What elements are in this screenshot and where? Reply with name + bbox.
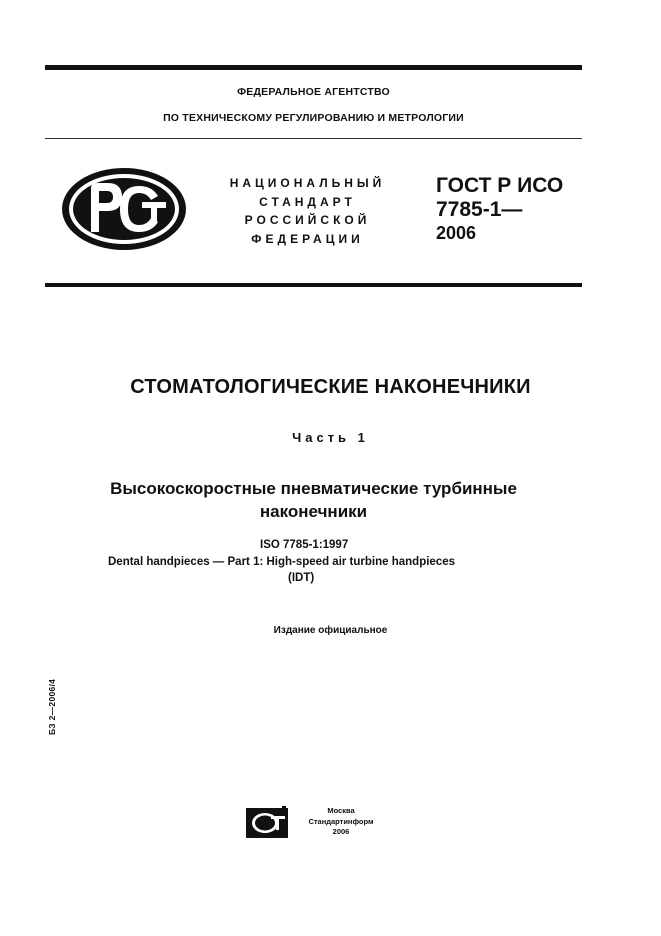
subtitle-line-1: Высокоскоростные пневматические турбинные: [110, 479, 517, 498]
subtitle-line-2: наконечники: [259, 502, 368, 521]
agency-line-2: ПО ТЕХНИЧЕСКОМУ РЕГУЛИРОВАНИЮ И МЕТРОЛОГИИ: [163, 112, 464, 124]
part-label: Часть 1: [292, 430, 369, 445]
publisher-year: 2006: [332, 827, 350, 836]
national-line-4: ФЕДЕРАЦИИ: [251, 231, 364, 246]
publisher-city: Москва: [327, 806, 355, 815]
thin-rule: [45, 138, 582, 139]
document-subtitle: [40, 477, 587, 523]
rst-certification-logo-icon: [60, 166, 188, 252]
publisher-name: Стандартинформ: [308, 816, 374, 826]
agency-line-1: ФЕДЕРАЛЬНОЕ АГЕНТСТВО: [237, 86, 390, 98]
middle-rule: [45, 283, 582, 287]
national-line-2: СТАНДАРТ: [259, 194, 356, 209]
standard-code-line-1: ГОСТ Р ИСО: [436, 174, 564, 197]
standard-code-line-2: 7785-1—: [436, 198, 523, 221]
national-line-3: РОССИЙСКОЙ: [244, 213, 371, 227]
iso-reference-block: [108, 537, 455, 587]
publisher-block: [296, 806, 386, 838]
side-code: БЗ 2—2006/4: [47, 678, 57, 735]
top-rule: [45, 65, 582, 70]
national-line-1: НАЦИОНАЛЬНЫЙ: [229, 176, 386, 190]
iso-reference: ISO 7785-1:1997: [260, 539, 349, 551]
iso-english-title: Dental handpieces — Part 1: High-speed air turbine handpieces: [108, 555, 455, 568]
document-title: СТОМАТОЛОГИЧЕСКИЕ НАКОНЕЧНИКИ: [130, 376, 531, 398]
standard-code-year: 2006: [436, 223, 477, 243]
standartinform-logo-icon: [246, 806, 288, 838]
edition-label: Издание официальное: [273, 625, 388, 636]
standard-code: [436, 174, 563, 244]
iso-idt: (IDT): [288, 572, 315, 584]
national-standard-label: [210, 174, 405, 248]
